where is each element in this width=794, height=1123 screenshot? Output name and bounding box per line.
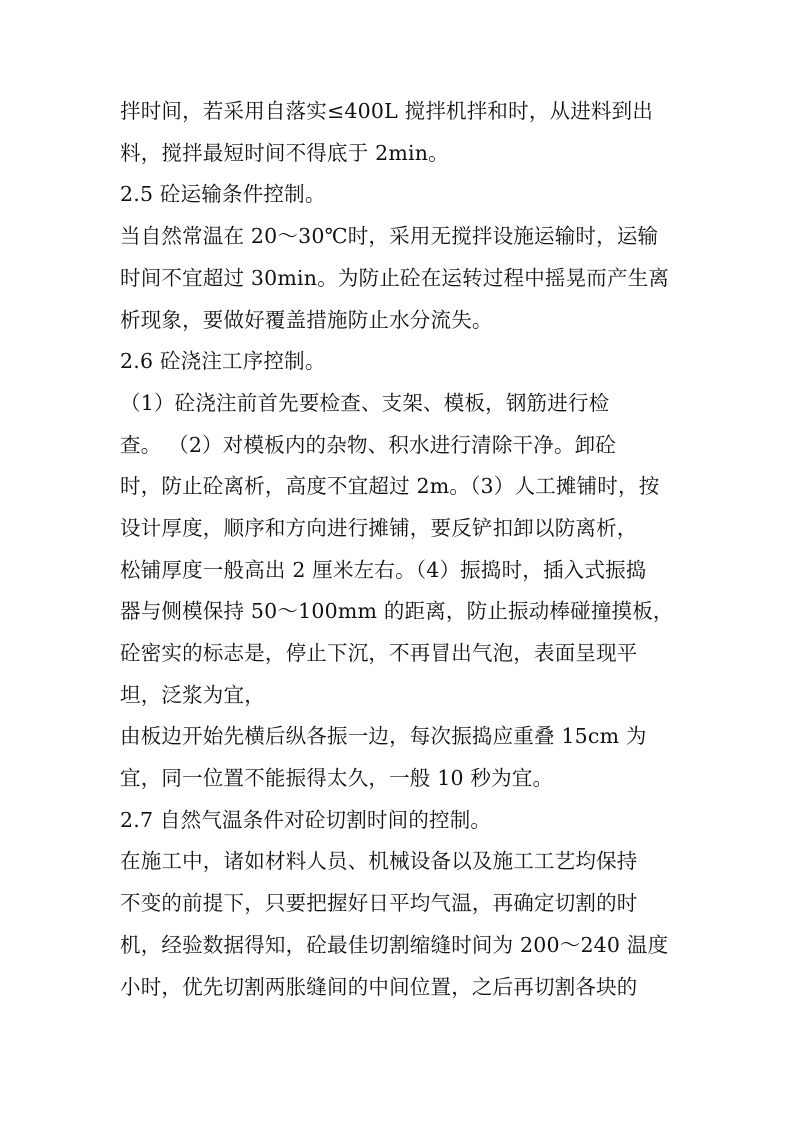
section-heading: 2.5 砼运输条件控制。 xyxy=(120,182,326,206)
paragraph-line: 砼密实的标志是，停止下沉，不再冒出气泡，表面呈现平 xyxy=(120,641,638,665)
paragraph-line: 机，经验数据得知，砼最佳切割缩缝时间为 200～240 温度 xyxy=(120,933,669,957)
paragraph-line: 时间不宜超过 30min。为防止砼在运转过程中摇晃而产生离 xyxy=(120,266,670,290)
paragraph-line: 时，防止砼离析，高度不宜超过 2m。（3）人工摊铺时，按 xyxy=(120,474,660,498)
paragraph-line: 查。 （2）对模板内的杂物、积水进行清除干净。卸砼 xyxy=(120,433,617,457)
paragraph-line: 不变的前提下，只要把握好日平均气温，再确定切割的时 xyxy=(120,891,638,915)
paragraph-line: 析现象，要做好覆盖措施防止水分流失。 xyxy=(120,308,493,332)
paragraph-line: 料，搅拌最短时间不得底于 2min。 xyxy=(120,141,449,165)
paragraph-line: （1）砼浇注前首先要检查、支架、模板，钢筋进行检 xyxy=(120,391,610,415)
paragraph-line: 由板边开始先横后纵各振一边，每次振捣应重叠 15cm 为 xyxy=(120,724,647,748)
paragraph-line: 宜，同一位置不能振得太久，一般 10 秒为宜。 xyxy=(120,766,554,790)
paragraph-line: 松铺厚度一般高出 2 厘米左右。（4）振捣时，插入式振捣 xyxy=(120,558,647,582)
paragraph-line: 器与侧模保持 50～100mm 的距离，防止振动棒碰撞摸板， xyxy=(120,599,674,623)
paragraph-line: 当自然常温在 20～30℃时，采用无搅拌设施运输时，运输 xyxy=(120,224,659,248)
paragraph-line: 坦，泛浆为宜， xyxy=(120,683,265,707)
paragraph-line: 拌时间，若采用自落实≤400L 搅拌机拌和时，从进料到出 xyxy=(120,99,654,123)
paragraph-line: 设计厚度，顺序和方向进行摊铺，要反铲扣卸以防离析， xyxy=(120,516,638,540)
section-heading: 2.6 砼浇注工序控制。 xyxy=(120,349,326,373)
paragraph-line: 小时，优先切割两胀缝间的中间位置，之后再切割各块的 xyxy=(120,975,638,999)
paragraph-line: 在施工中，诸如材料人员、机械设备以及施工工艺均保持 xyxy=(120,849,638,873)
section-heading: 2.7 自然气温条件对砼切割时间的控制。 xyxy=(120,808,492,832)
